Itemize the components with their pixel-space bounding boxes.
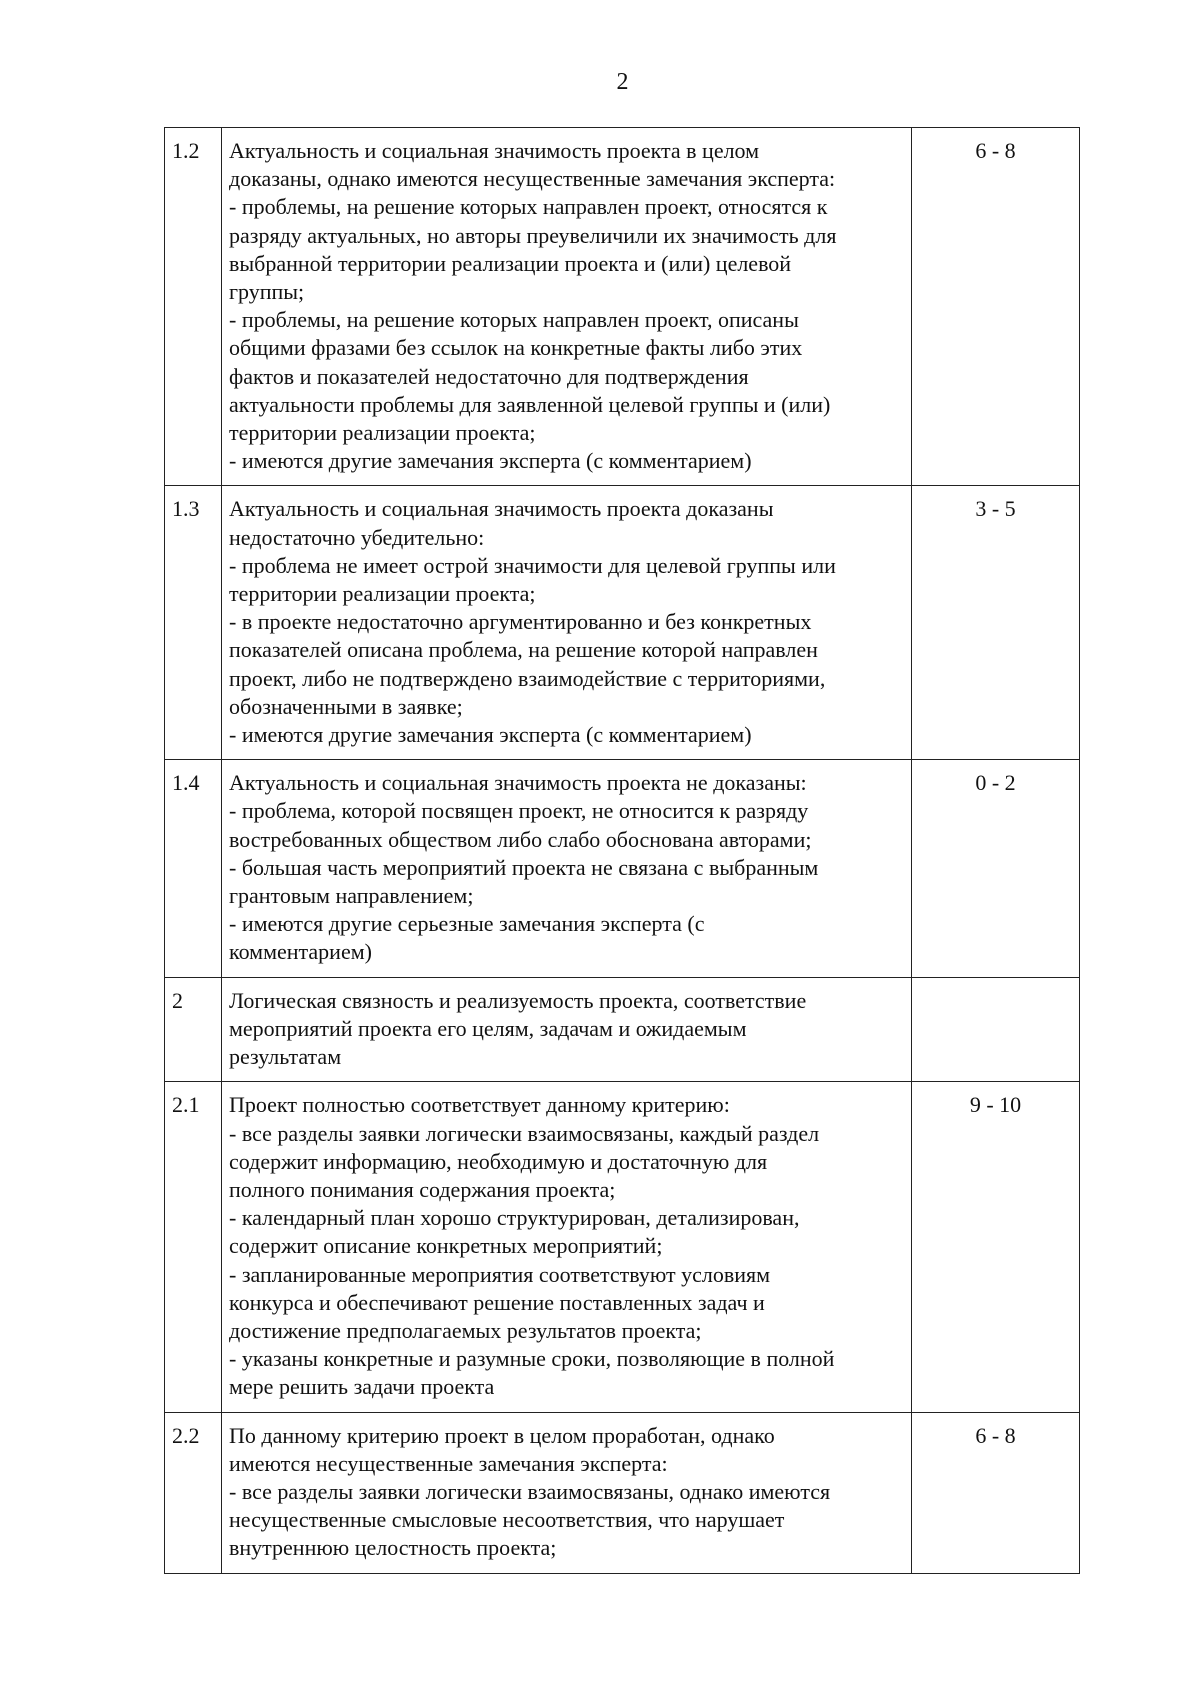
criterion-description <box>222 977 912 1082</box>
description-line: - проблемы, на решение которых направлен проект, описаны <box>229 307 799 333</box>
description-line: внутреннюю целостность проекта; <box>229 1535 557 1561</box>
description-line: востребованных обществом либо слабо обоснована авторами; <box>229 826 812 852</box>
description-line: фактов и показателей недостаточно для подтверждения <box>229 363 749 389</box>
criterion-number: 2.2 <box>165 1412 222 1573</box>
description-line: мере решить задачи проекта <box>229 1374 495 1400</box>
description-line: актуальности проблемы для заявленной целевой группы и (или) <box>229 391 831 417</box>
criterion-score: 0 - 2 <box>912 760 1080 977</box>
criterion-score: 6 - 8 <box>912 128 1080 486</box>
page-number: 2 <box>616 69 629 95</box>
criterion-score: 6 - 8 <box>912 1412 1080 1573</box>
description-line: - все разделы заявки логически взаимосвязаны, однако имеются <box>229 1478 831 1504</box>
criterion-number: 2 <box>165 977 222 1082</box>
description-line: Проект полностью соответствует данному критерию: <box>229 1092 730 1118</box>
description-line: комментарием) <box>229 939 372 965</box>
description-line: конкурса и обеспечивают решение поставленных задач и <box>229 1289 765 1315</box>
description-line: - большая часть мероприятий проекта не связана с выбранным <box>229 854 819 880</box>
criteria-table <box>164 127 1080 1574</box>
description-line: - указаны конкретные и разумные сроки, позволяющие в полной <box>229 1346 835 1372</box>
description-line: - имеются другие замечания эксперта (с комментарием) <box>229 448 752 474</box>
description-line: разряду актуальных, но авторы преувеличили их значимость для <box>229 222 837 248</box>
description-line: проект, либо не подтверждено взаимодействие с территориями, <box>229 665 826 691</box>
criterion-score <box>912 977 1080 1082</box>
description-line: Логическая связность и реализуемость проекта, соответствие <box>229 987 807 1013</box>
description-line: полного понимания содержания проекта; <box>229 1176 616 1202</box>
description-line: содержит информацию, необходимую и достаточную для <box>229 1148 768 1174</box>
description-line: Актуальность и социальная значимость проекта не доказаны: <box>229 770 807 796</box>
description-line: Актуальность и социальная значимость проекта в целом <box>229 138 760 163</box>
table-row <box>165 977 1080 1082</box>
description-line: результатам <box>229 1044 342 1070</box>
criterion-number: 2.1 <box>165 1082 222 1412</box>
description-line: доказаны, однако имеются несущественные замечания эксперта: <box>229 166 836 192</box>
description-line: - запланированные мероприятия соответствуют условиям <box>229 1261 771 1287</box>
description-line: По данному критерию проект в целом проработан, однако <box>229 1422 775 1448</box>
description-line: обозначенными в заявке; <box>229 693 463 719</box>
criteria-table-body <box>165 128 1080 1574</box>
criterion-description <box>222 760 912 977</box>
criterion-description <box>222 1412 912 1573</box>
criterion-number: 1.3 <box>165 486 222 760</box>
description-line: имеются несущественные замечания эксперта: <box>229 1450 668 1476</box>
criterion-number: 1.2 <box>165 128 222 486</box>
table-row <box>165 1412 1080 1573</box>
criterion-number: 1.4 <box>165 760 222 977</box>
description-line: выбранной территории реализации проекта и (или) целевой <box>229 250 792 276</box>
description-line: - проблема не имеет острой значимости для целевой группы или <box>229 552 836 578</box>
criterion-score: 3 - 5 <box>912 486 1080 760</box>
description-line: - проблема, которой посвящен проект, не относится к разряду <box>229 798 809 824</box>
table-row <box>165 128 1080 486</box>
description-line: группы; <box>229 279 305 305</box>
criterion-score: 9 - 10 <box>912 1082 1080 1412</box>
criterion-description <box>222 486 912 760</box>
description-line: недостаточно убедительно: <box>229 524 485 550</box>
description-line: достижение предполагаемых результатов проекта; <box>229 1317 702 1343</box>
description-line: мероприятий проекта его целям, задачам и ожидаемым <box>229 1015 747 1041</box>
description-line: - имеются другие замечания эксперта (с комментарием) <box>229 722 752 748</box>
criterion-description <box>222 128 912 486</box>
description-line: территории реализации проекта; <box>229 420 536 446</box>
table-row <box>165 1082 1080 1412</box>
description-line: - имеются другие серьезные замечания эксперта (с <box>229 911 705 937</box>
description-line: территории реализации проекта; <box>229 581 536 607</box>
description-line: - в проекте недостаточно аргументированно и без конкретных <box>229 609 812 635</box>
description-line: грантовым направлением; <box>229 883 474 909</box>
table-row <box>165 760 1080 977</box>
description-line: общими фразами без ссылок на конкретные факты либо этих <box>229 335 803 361</box>
criterion-description <box>222 1082 912 1412</box>
description-line: показателей описана проблема, на решение которой направлен <box>229 637 818 663</box>
table-row <box>165 486 1080 760</box>
description-line: - все разделы заявки логически взаимосвязаны, каждый раздел <box>229 1120 820 1146</box>
description-line: несущественные смысловые несоответствия, что нарушает <box>229 1507 785 1533</box>
description-line: содержит описание конкретных мероприятий; <box>229 1233 663 1259</box>
description-line: Актуальность и социальная значимость проекта доказаны <box>229 496 774 522</box>
description-line: - календарный план хорошо структурирован, детализирован, <box>229 1205 800 1231</box>
description-line: - проблемы, на решение которых направлен проект, относятся к <box>229 194 828 220</box>
